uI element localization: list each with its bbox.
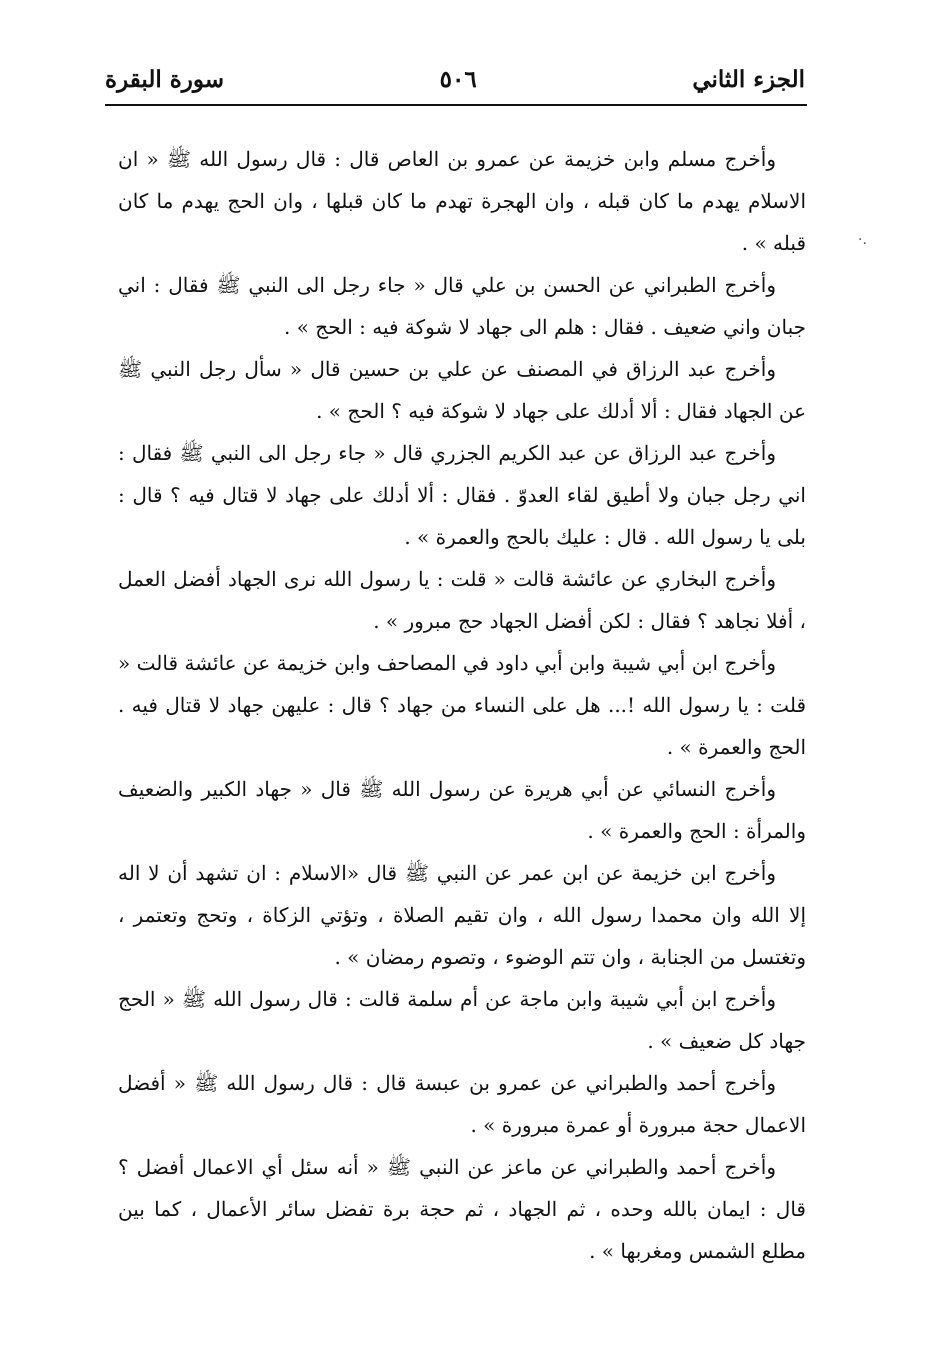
paragraph: وأخرج الطبراني عن الحسن بن علي قال « جاء رجل الى النبي ﷺ فقال : اني جبان واني ضعيف . فقال : هلم الى جهاد لا شوكة فيه : الحج » . [118,273,806,339]
paragraph: وأخرج عبد الرزاق عن عبد الكريم الجزري قال « جاء رجل الى النبي ﷺ فقال : اني رجل جبان ولا أطيق لقاء العدوّ . فقال : ألا أدلك على جهاد لا قتال فيه ؟ قال : بلى يا رسول الله . قال : عليك بالحج والعمرة » . [118,441,806,549]
paragraph: وأخرج أحمد والطبراني عن عمرو بن عبسة قال : قال رسول الله ﷺ « أفضل الاعمال حجة مبرورة أو عمرة مبرورة » . [118,1071,806,1137]
margin-speck: ·. [858,232,867,248]
paragraph: وأخرج البخاري عن عائشة قالت « قلت : يا رسول الله نرى الجهاد أفضل العمل ، أفلا نجاهد ؟ فقال : لكن أفضل الجهاد حج مبرور » . [118,567,806,633]
page-number: ٥٠٦ [439,65,477,93]
body-text [118,138,806,1272]
paragraph: وأخرج ابن أبي شيبة وابن أبي داود في المصاحف وابن خزيمة عن عائشة قالت « قلت : يا رسول الله !... هل على النساء من جهاد ؟ قال : عليهن جهاد لا قتال فيه . الحج والعمرة » . [118,651,806,759]
header-rule [105,104,807,106]
paragraph: وأخرج ابن خزيمة عن ابن عمر عن النبي ﷺ قال «الاسلام : ان تشهد أن لا اله إلا الله وان محمدا رسول الله ، وان تقيم الصلاة ، وتؤتي الزكاة ، وتحج وتعتمر ، وتغتسل من الجنابة ، وان تتم الوضوء ، وتصوم رمضان » . [118,861,806,969]
paragraph: وأخرج أحمد والطبراني عن ماعز عن النبي ﷺ « أنه سئل أي الاعمال أفضل ؟ قال : ايمان بالله وحده ، ثم الجهاد ، ثم حجة برة تفضل سائر الأعمال ، كما بين مطلع الشمس ومغربها » . [118,1155,806,1263]
paragraph: وأخرج عبد الرزاق في المصنف عن علي بن حسين قال « سأل رجل النبي ﷺ عن الجهاد فقال : ألا أدلك على جهاد لا شوكة فيه ؟ الحج » . [118,357,806,423]
paragraph: وأخرج مسلم وابن خزيمة عن عمرو بن العاص قال : قال رسول الله ﷺ « ان الاسلام يهدم ما كان قبله ، وان الهجرة تهدم ما كان قبلها ، وان الحج يهدم ما كان قبله » . [118,147,806,255]
part-title: الجزء الثاني [692,65,805,93]
paragraph: وأخرج ابن أبي شيبة وابن ماجة عن أم سلمة قالت : قال رسول الله ﷺ « الحج جهاد كل ضعيف » . [118,987,806,1053]
surah-title: سورة البقرة [105,65,225,93]
paragraph: وأخرج النسائي عن أبي هريرة عن رسول الله ﷺ قال « جهاد الكبير والضعيف والمرأة : الحج والعمرة » . [118,777,806,843]
running-header [105,62,805,96]
